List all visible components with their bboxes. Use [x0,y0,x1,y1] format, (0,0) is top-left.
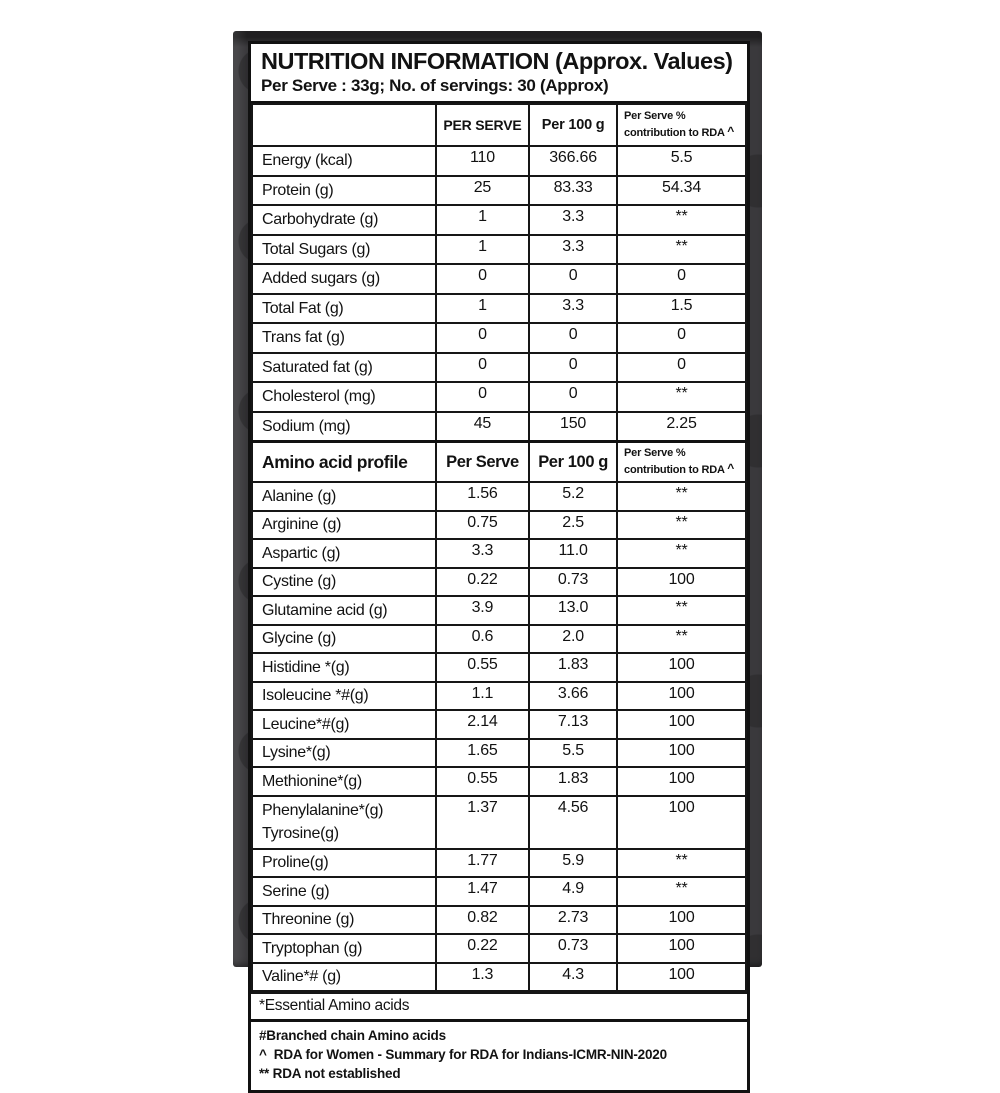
per-serve-value-cell: 0.82 [436,906,529,935]
per-serve-value-cell: 1.56 [436,482,529,511]
nutrient-row [252,382,746,412]
essential-footnote: *Essential Amino acids [251,992,747,1019]
amino-per-100g-header: Per 100 g [529,442,617,483]
per-100g-value-cell: 0 [529,353,617,383]
per-serve-value-cell: 1.77 [436,849,529,878]
amino-acid-row [252,767,746,796]
per-100g-value-cell: 2.5 [529,511,617,540]
nutrient-name-cell: Lysine*(g) [252,739,436,768]
amino-acid-row [252,596,746,625]
per-100g-value-cell: 0.73 [529,934,617,963]
nutrient-name-cell: Energy (kcal) [252,146,436,176]
rda-value-cell: 0 [617,353,746,383]
amino-profile-header: Amino acid profile [252,442,436,483]
nutrient-row [252,264,746,294]
per-100g-value-cell: 0 [529,264,617,294]
per-serve-value-cell: 0.6 [436,625,529,654]
per-serve-value-cell: 0.22 [436,568,529,597]
amino-acids-body [252,482,746,991]
nutrient-row [252,323,746,353]
label-subtitle: Per Serve : 33g; No. of servings: 30 (Approx) [261,76,609,96]
rda-value-cell: ** [617,539,746,568]
per-100g-value-cell: 2.73 [529,906,617,935]
per-100g-value-cell: 0.73 [529,568,617,597]
per-serve-value-cell: 0.55 [436,767,529,796]
per-serve-value-cell: 45 [436,412,529,442]
label-title-block [251,44,747,103]
nutrient-name-cell: Tryptophan (g) [252,934,436,963]
nutrient-row [252,235,746,265]
nutrient-name-cell: Methionine*(g) [252,767,436,796]
amino-header-row [252,442,746,483]
rda-value-cell: 100 [617,710,746,739]
per-100g-value-cell: 5.9 [529,849,617,878]
per-100g-value-cell: 7.13 [529,710,617,739]
per-100g-value-cell: 3.66 [529,682,617,711]
package-background [233,31,762,1082]
rda-value-cell: 100 [617,906,746,935]
nutrient-name-cell: Sodium (mg) [252,412,436,442]
per-serve-value-cell: 0 [436,323,529,353]
amino-acid-row [252,963,746,992]
rda-value-cell: 0 [617,264,746,294]
per-serve-value-cell: 110 [436,146,529,176]
amino-acid-row [252,625,746,654]
nutrient-name-cell: Trans fat (g) [252,323,436,353]
nutrient-name-cell: Glycine (g) [252,625,436,654]
amino-acid-row [252,482,746,511]
per-serve-value-cell: 1 [436,294,529,324]
amino-rda-header-line1: Per Serve % [624,447,686,460]
per-serve-value-cell: 0.75 [436,511,529,540]
empty-header-cell [252,104,436,146]
main-header-row [252,104,746,146]
per-serve-value-cell: 1.3 [436,963,529,992]
footnote-block [251,1019,747,1090]
rda-value-cell: 100 [617,568,746,597]
amino-acid-row [252,739,746,768]
rda-value-cell: ** [617,511,746,540]
nutrient-name-cell: Histidine *(g) [252,653,436,682]
nutrient-row [252,353,746,383]
per-serve-value-cell: 1.37 [436,796,529,849]
nutrient-name-line2: Tyrosine(g) [262,825,339,843]
amino-acid-row [252,568,746,597]
nutrient-name-cell: Saturated fat (g) [252,353,436,383]
per-serve-value-cell: 1.65 [436,739,529,768]
per-100g-value-cell: 2.0 [529,625,617,654]
per-100g-value-cell: 4.56 [529,796,617,849]
main-table-header [252,104,746,146]
nutrient-row [252,294,746,324]
nutrient-row [252,146,746,176]
per-serve-value-cell: 2.14 [436,710,529,739]
rda-caret: ^ [727,123,734,138]
nutrition-label-panel [248,41,750,1093]
per-100g-value-cell: 4.9 [529,877,617,906]
amino-acid-row [252,796,746,849]
nutrient-name-cell [252,796,436,849]
footnote-line: ** RDA not established [259,1066,401,1082]
rda-value-cell: ** [617,205,746,235]
nutrient-row [252,205,746,235]
amino-acid-row [252,934,746,963]
nutrient-name-cell: Glutamine acid (g) [252,596,436,625]
amino-rda-header [617,442,746,483]
rda-value-cell: 1.5 [617,294,746,324]
rda-value-cell: ** [617,877,746,906]
nutrient-name-cell: Cholesterol (mg) [252,382,436,412]
nutrient-name-cell: Serine (g) [252,877,436,906]
footnote-line: ^ RDA for Women - Summary for RDA for Indians-ICMR-NIN-2020 [259,1047,667,1063]
rda-value-cell: 2.25 [617,412,746,442]
per-serve-value-cell: 3.9 [436,596,529,625]
rda-header-line1: Per Serve % [624,110,686,123]
per-100g-value-cell: 0 [529,382,617,412]
per-serve-value-cell: 0.55 [436,653,529,682]
nutrient-name-cell: Total Fat (g) [252,294,436,324]
amino-acid-row [252,653,746,682]
nutrient-name-cell: Total Sugars (g) [252,235,436,265]
nutrient-name-cell: Arginine (g) [252,511,436,540]
main-nutrients-body [252,146,746,442]
per-serve-value-cell: 1.1 [436,682,529,711]
nutrient-row [252,176,746,206]
rda-value-cell: 100 [617,682,746,711]
per-100g-value-cell: 1.83 [529,653,617,682]
nutrient-name-cell: Added sugars (g) [252,264,436,294]
per-serve-value-cell: 3.3 [436,539,529,568]
amino-acid-row [252,849,746,878]
per-100g-value-cell: 3.3 [529,235,617,265]
per-serve-value-cell: 0.22 [436,934,529,963]
per-100g-value-cell: 5.2 [529,482,617,511]
amino-acid-row [252,682,746,711]
nutrient-name-cell: Leucine*#(g) [252,710,436,739]
rda-header [617,104,746,146]
per-100g-value-cell: 0 [529,323,617,353]
nutrient-name-cell: Carbohydrate (g) [252,205,436,235]
per-100g-value-cell: 11.0 [529,539,617,568]
per-serve-value-cell: 1 [436,205,529,235]
rda-value-cell: ** [617,382,746,412]
amino-rda-caret: ^ [727,460,734,475]
rda-value-cell: 100 [617,739,746,768]
amino-acid-row [252,539,746,568]
nutrient-name-cell: Isoleucine *#(g) [252,682,436,711]
rda-value-cell: 54.34 [617,176,746,206]
per-100g-value-cell: 4.3 [529,963,617,992]
per-serve-value-cell: 1 [436,235,529,265]
per-100g-value-cell: 366.66 [529,146,617,176]
footnote-line: #Branched chain Amino acids [259,1028,446,1044]
amino-table-header [252,442,746,483]
amino-rda-header-line2: contribution to RDA [624,463,728,476]
amino-acid-row [252,511,746,540]
nutrient-name-cell: Alanine (g) [252,482,436,511]
per-100g-value-cell: 5.5 [529,739,617,768]
label-title: NUTRITION INFORMATION (Approx. Values) [261,48,733,74]
rda-header-line2: contribution to RDA [624,126,728,139]
rda-value-cell: 100 [617,653,746,682]
rda-value-cell: 100 [617,934,746,963]
per-100g-header: Per 100 g [529,104,617,146]
per-serve-value-cell: 25 [436,176,529,206]
per-100g-value-cell: 1.83 [529,767,617,796]
rda-value-cell: 100 [617,796,746,849]
per-serve-value-cell: 0 [436,264,529,294]
rda-value-cell: ** [617,625,746,654]
per-100g-value-cell: 83.33 [529,176,617,206]
rda-value-cell: 0 [617,323,746,353]
nutrient-name-cell: Threonine (g) [252,906,436,935]
amino-acid-row [252,877,746,906]
rda-value-cell: 5.5 [617,146,746,176]
per-100g-value-cell: 3.3 [529,294,617,324]
rda-value-cell: 100 [617,767,746,796]
per-100g-value-cell: 150 [529,412,617,442]
nutrient-name-cell: Cystine (g) [252,568,436,597]
amino-per-serve-header: Per Serve [436,442,529,483]
rda-value-cell: ** [617,849,746,878]
amino-acid-row [252,906,746,935]
nutrient-name-cell: Proline(g) [252,849,436,878]
rda-value-cell: ** [617,482,746,511]
per-serve-value-cell: 0 [436,382,529,412]
rda-value-cell: 100 [617,963,746,992]
rda-value-cell: ** [617,235,746,265]
nutrient-name-line1: Phenylalanine*(g) [262,802,384,820]
per-serve-value-cell: 1.47 [436,877,529,906]
per-100g-value-cell: 3.3 [529,205,617,235]
nutrient-name-cell: Protein (g) [252,176,436,206]
nutrient-row [252,412,746,442]
nutrition-table [251,103,747,992]
amino-acid-row [252,710,746,739]
per-100g-value-cell: 13.0 [529,596,617,625]
per-serve-value-cell: 0 [436,353,529,383]
nutrient-name-cell: Aspartic (g) [252,539,436,568]
per-serve-header: PER SERVE [436,104,529,146]
nutrient-name-cell: Valine*# (g) [252,963,436,992]
rda-value-cell: ** [617,596,746,625]
